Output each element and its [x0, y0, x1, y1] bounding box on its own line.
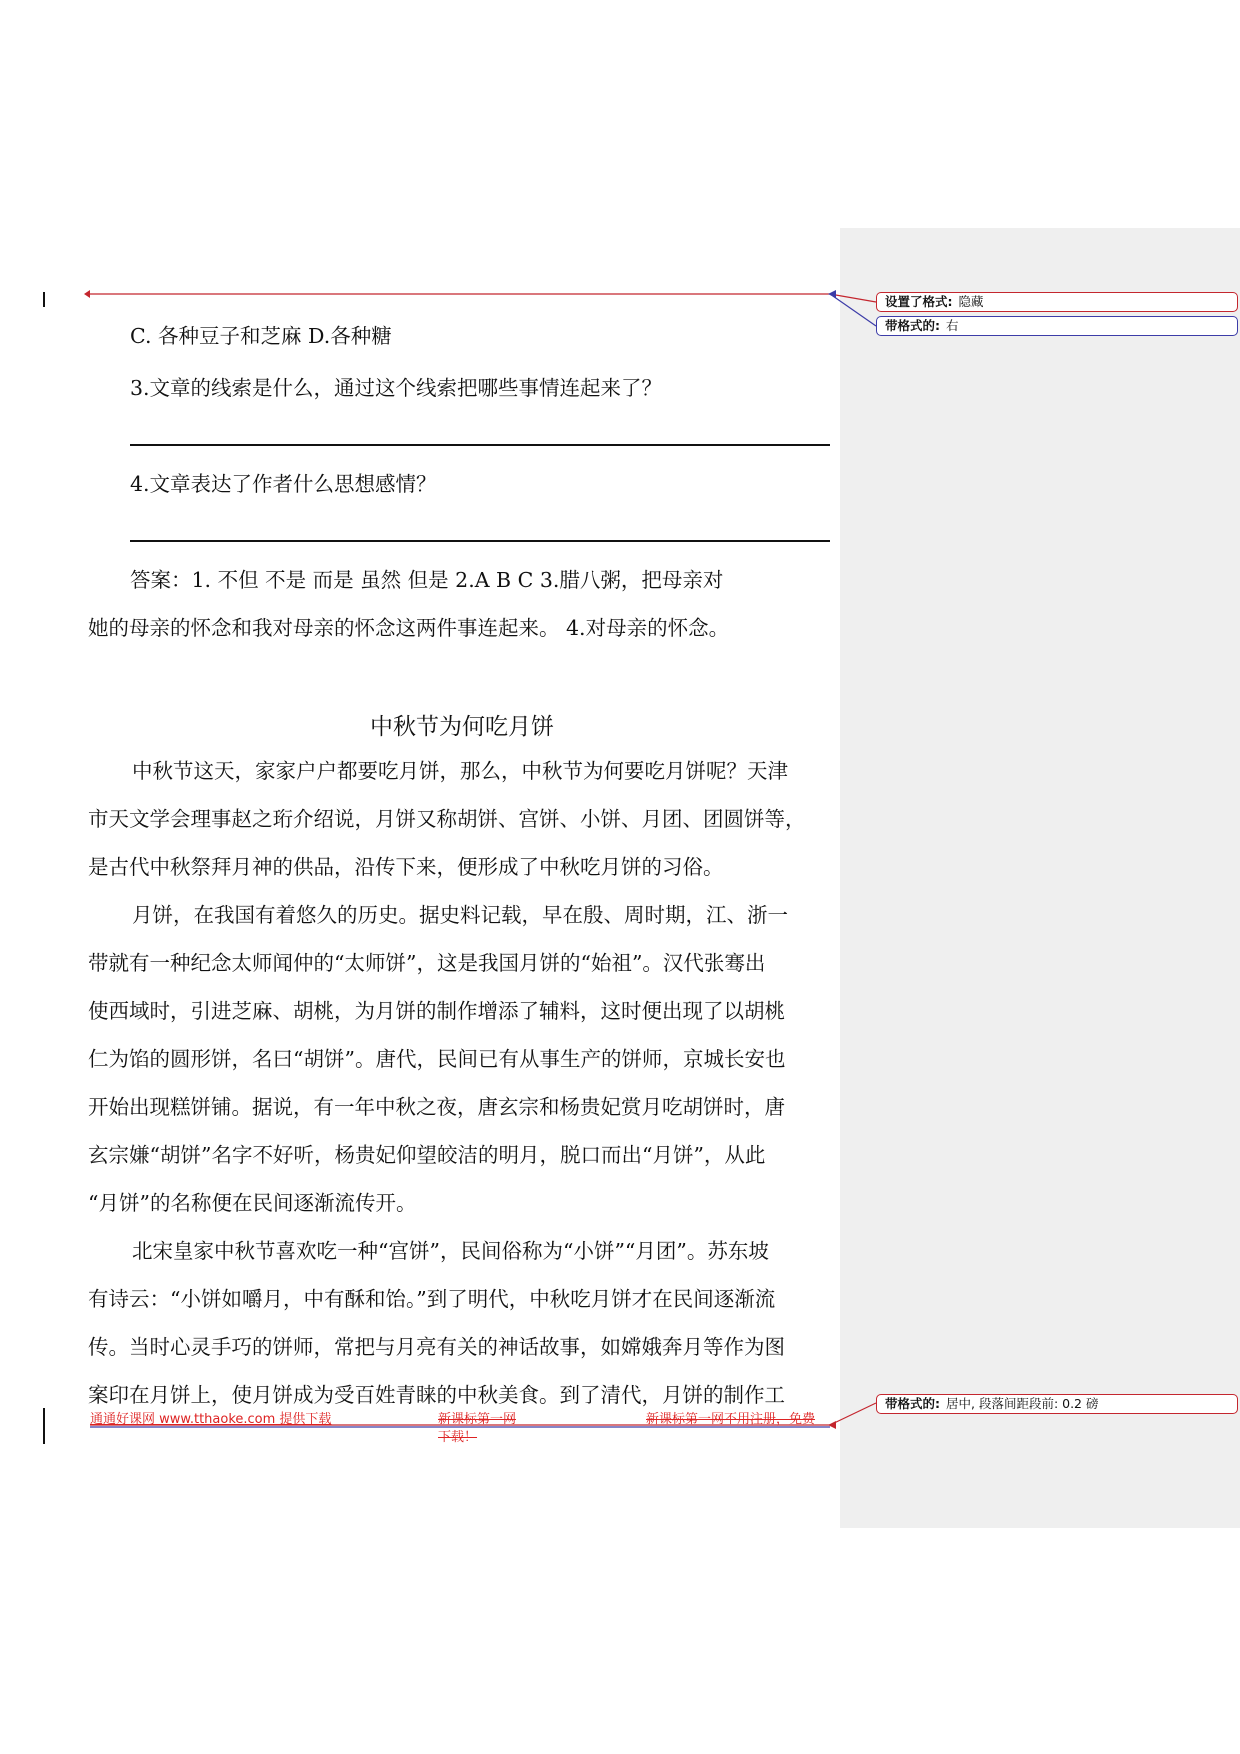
paragraph-line: “月饼”的名称便在民间逐渐流传开。	[88, 1191, 417, 1215]
paragraph-line: 有诗云：“小饼如嚼月，中有酥和饴。”到了明代，中秋吃月饼才在民间逐渐流	[88, 1287, 776, 1311]
paragraph-line: 带就有一种纪念太师闻仲的“太师饼”，这是我国月饼的“始祖”。汉代张骞出	[88, 951, 766, 975]
footer-middle-2: 下载！	[438, 1430, 478, 1445]
question-4: 4.文章表达了作者什么思想感情？	[130, 472, 437, 496]
paragraph-line: 玄宗嫌“胡饼”名字不好听，杨贵妃仰望皎洁的明月，脱口而出“月饼”，从此	[88, 1143, 766, 1167]
footer-left[interactable]: 通通好课网 www.tthaoke.com 提供下载	[90, 1412, 332, 1427]
paragraph-line: 仁为馅的圆形饼，名曰“胡饼”。唐代，民间已有从事生产的饼师，京城长安也	[88, 1047, 786, 1071]
answer-text: 她的母亲的怀念和我对母亲的怀念这两件事连起来。 4.对母亲的怀念。	[88, 616, 730, 640]
paragraph-line: 案印在月饼上，使月饼成为受百姓青睐的中秋美食。到了清代，月饼的制作工	[88, 1383, 785, 1407]
markup-pane	[840, 228, 1240, 1528]
answer-blank-line	[130, 444, 830, 446]
paragraph-line: 开始出现糕饼铺。据说，有一年中秋之夜，唐玄宗和杨贵妃赏月吃胡饼时，唐	[88, 1095, 785, 1119]
paragraph-line: 传。当时心灵手巧的饼师，常把与月亮有关的神话故事，如嫦娥奔月等作为图	[88, 1335, 785, 1359]
paragraph-line: 使西域时，引进芝麻、胡桃，为月饼的制作增添了辅料，这时便出现了以胡桃	[88, 999, 785, 1023]
answer-text: 答案：1. 不但 不是 而是 虽然 但是 2.A B C 3.腊八粥，把母亲对	[130, 568, 724, 592]
comment-balloon-right[interactable]: 带格式的: 右	[876, 316, 1238, 336]
paragraph-line: 北宋皇家中秋节喜欢吃一种“宫饼”，民间俗称为“小饼”“月团”。苏东坡	[132, 1239, 769, 1263]
comment-balloon-centered[interactable]: 带格式的: 居中, 段落间距段前: 0.2 磅	[876, 1394, 1238, 1414]
text-cursor	[43, 1408, 45, 1444]
paragraph-line: 是古代中秋祭拜月神的供品，沿传下来，便形成了中秋吃月饼的习俗。	[88, 855, 724, 879]
footer-right: 新课标第一网不用注册，免费	[646, 1412, 816, 1427]
text-cursor	[43, 292, 45, 307]
comment-balloon-hidden[interactable]: 设置了格式: 隐藏	[876, 292, 1238, 312]
footer-middle: 新课标第一网	[438, 1412, 517, 1427]
article-title: 中秋节为何吃月饼	[370, 714, 554, 740]
paragraph-line: 市天文学会理事赵之珩介绍说，月饼又称胡饼、宫饼、小饼、月团、团圆饼等，	[88, 807, 806, 831]
option-line: C. 各种豆子和芝麻 D.各种糖	[130, 324, 392, 348]
answer-blank-line	[130, 540, 830, 542]
question-3: 3.文章的线索是什么，通过这个线索把哪些事情连起来了？	[130, 376, 663, 400]
paragraph-line: 月饼，在我国有着悠久的历史。据史料记载，早在殷、周时期，江、浙一	[132, 903, 788, 927]
paragraph-line: 中秋节这天，家家户户都要吃月饼，那么，中秋节为何要吃月饼呢？天津	[132, 759, 788, 783]
